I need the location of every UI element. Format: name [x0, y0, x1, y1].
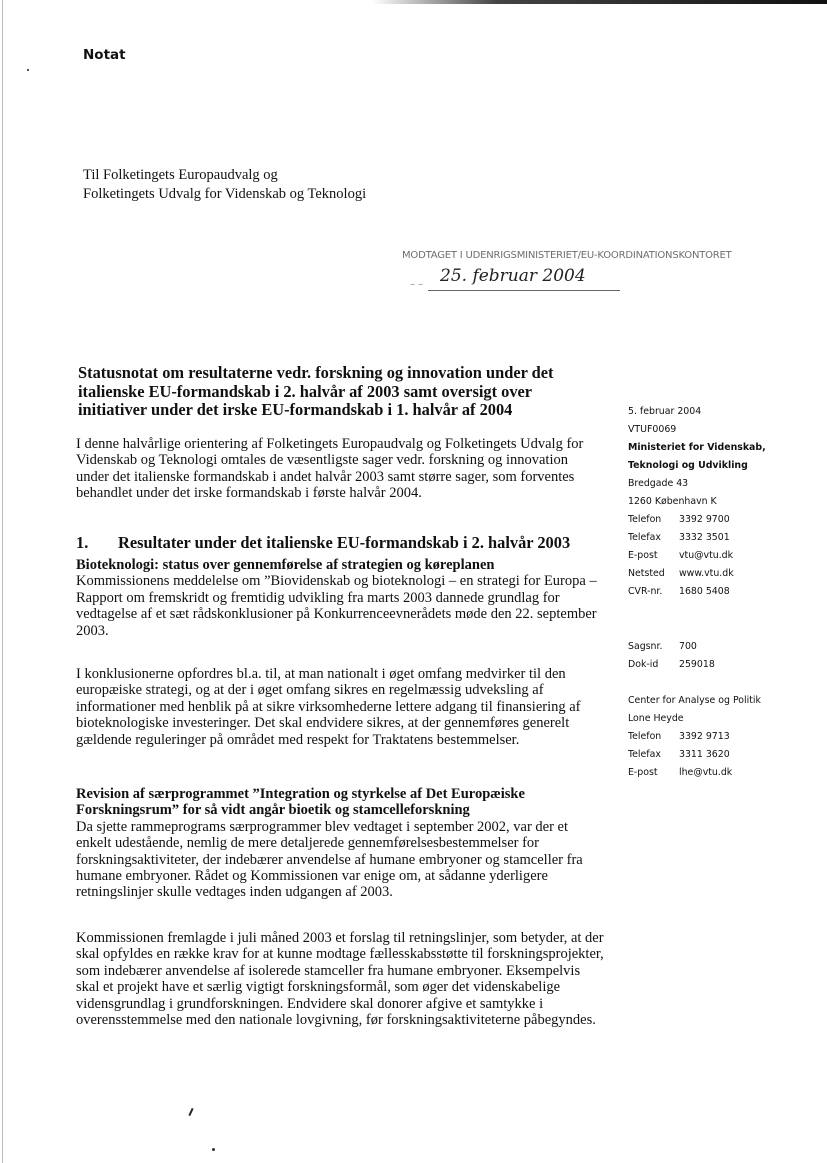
- document-title: Statusnotat om resultaterne vedr. forskning og innovation under det italienske EU-formandskab i 2. halvår af 2003 samt oversigt over initiativer under det irske EU-formandskab i 1. halvår af 2004: [78, 363, 554, 419]
- handwritten-date: 25. februar 2004: [440, 266, 586, 286]
- section-title: Resultater under det italienske EU-formandskab i 2. halvår 2003: [118, 533, 571, 552]
- sidebar-case-ids: [628, 638, 818, 674]
- subheading-revision: Revision af særprogrammet ”Integration og styrkelse af Det Europæiske Forskningsrum” for så vidt angår bioetik og stamcelleforskning: [76, 786, 525, 819]
- contact-row: Telefon 3392 9713: [628, 731, 730, 742]
- stamp-mark: – –: [410, 279, 424, 290]
- paragraph: Da sjette rammeprograms særprogrammer blev vedtaget i september 2002, var der et enkelt udestående, nemlig de mere detaljerede gennemførelsesbestemmelser for forskningsaktiviteter, der indebærer anvendelse af humane embryoner og stamceller fra humane embryoner. Rådet og Kommissionen var enige om, at sådanne yderligere retningslinjer skulle vedtages inden udgangen af 2003.: [76, 818, 583, 901]
- paragraph: Kommissionen fremlagde i juli måned 2003 et forslag til retningslinjer, som betyder, at der skal opfyldes en række krav for at kunne modtage fællesskabsstøtte til forskningsprojekter, som indebærer anvendelse af isolerede stamceller fra humane embryoner. Eksempelvis skal et projekt have et særlig vigtigt forskningsformål, som øger det videnskabelige vidensgrundlag i grundforskningen. Endvidere skal donorer afgive et samtykke i overensstemmelse med den nationale lovgivning, før forskningsaktiviteterne påbegyndes.: [76, 930, 604, 1029]
- scan-edge-left: [2, 0, 3, 1163]
- bio-section: [76, 557, 604, 639]
- id-row: Sagsnr. 700: [628, 641, 697, 652]
- id-row: Dok-id 259018: [628, 659, 715, 670]
- scan-speck: [212, 1148, 215, 1151]
- section-heading: [76, 533, 606, 553]
- document-type-label: Notat: [83, 47, 126, 63]
- scan-edge-top: [0, 0, 827, 4]
- recipient-line: Folketingets Udvalg for Videnskab og Teknologi: [83, 186, 367, 202]
- contact-row: Telefax 3311 3620: [628, 749, 730, 760]
- subheading-bioteknologi: Bioteknologi: status over gennemførelse af strategien og køreplanen: [76, 557, 495, 573]
- contact-row: E-post vtu@vtu.dk: [628, 550, 734, 561]
- sidebar-sender: [628, 403, 818, 601]
- scan-speck: [27, 69, 29, 71]
- sidebar-org: Ministeriet for Videnskab,: [628, 442, 766, 453]
- contact-row: Telefax 3332 3501: [628, 532, 730, 543]
- sidebar-person: Lone Heyde: [628, 713, 684, 724]
- sidebar-city: 1260 København K: [628, 496, 717, 507]
- sidebar-org: Teknologi og Udvikling: [628, 460, 748, 471]
- contact-row: CVR-nr. 1680 5408: [628, 586, 730, 597]
- paragraph: Kommissionens meddelelse om ”Biovidenskab og bioteknologi – en strategi for Europa – Rapport om fremskridt og fremtidig udvikling fra marts 2003 dannede grundlag for vedtagelse af et sæt rådskonklusioner på Konkurrenceevnerådets møde den 22. september 2003.: [76, 573, 597, 639]
- scan-speck: [188, 1108, 193, 1116]
- sidebar-ref: VTUF0069: [628, 424, 677, 435]
- paragraph: I konklusionerne opfordres bl.a. til, at man nationalt i øget omfang medvirker til den europæiske strategi, og at der i øget omfang sikres en regelmæssig udveksling af informationer med henblik på at sikre virksomhederne lettere adgang til finansiering af bioteknologiske investeringer. Det skal endvidere sikres, at der gennemføres generelt gældende reguleringer på området med respekt for Traktatens bestemmelser.: [76, 666, 581, 748]
- sidebar-street: Bredgade 43: [628, 478, 689, 489]
- sidebar-contact-person: [628, 692, 818, 782]
- contact-row: E-post lhe@vtu.dk: [628, 767, 733, 778]
- intro-paragraph: I denne halvårlige orientering af Folketingets Europaudvalg og Folketingets Udvalg for Videnskab og Teknologi omtales de væsentligste sager vedr. forskning og innovation under det italienske formandskab i andet halvår 2003 samt større sager, som forventes behandlet under det irske formandskab i første halvår 2004.: [76, 436, 584, 502]
- revision-section: [76, 786, 604, 901]
- contact-row: Telefon 3392 9700: [628, 514, 730, 525]
- section-number: 1.: [76, 533, 89, 552]
- stamp-underline: [428, 290, 620, 291]
- received-stamp: MODTAGET I UDENRIGSMINISTERIET/EU-KOORDINATIONSKONTORET: [402, 250, 732, 261]
- recipients-block: [83, 166, 366, 204]
- sidebar-unit: Center for Analyse og Politik: [628, 695, 761, 706]
- sidebar-date: 5. februar 2004: [628, 406, 702, 417]
- contact-row: Netsted www.vtu.dk: [628, 568, 734, 579]
- recipient-line: Til Folketingets Europaudvalg og: [83, 167, 278, 183]
